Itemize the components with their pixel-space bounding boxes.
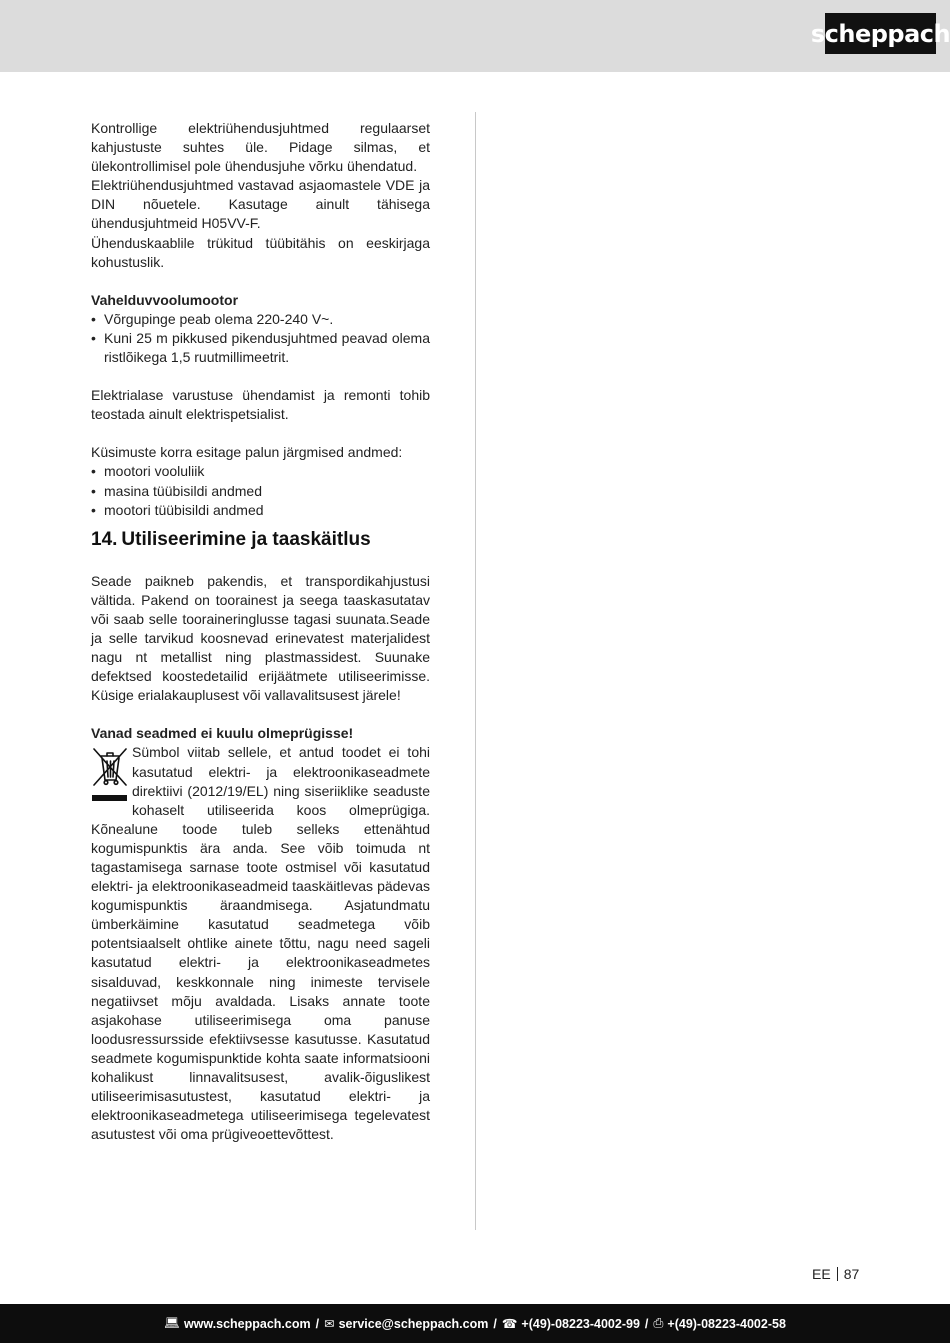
page-num: 87: [843, 1266, 860, 1282]
list-item: • mootori vooluliik: [91, 462, 430, 481]
footer-website[interactable]: www.scheppach.com: [183, 1316, 311, 1331]
data-list: [91, 462, 430, 519]
footer-bar: [0, 1304, 950, 1343]
brand-logo: [810, 13, 950, 54]
list-item: • Võrgupinge peab olema 220-240 V~.: [91, 310, 430, 329]
page-lang: EE: [812, 1266, 831, 1282]
mail-icon: ✉︎: [324, 1317, 335, 1331]
footer-separator: /: [315, 1316, 320, 1331]
footer-separator: /: [644, 1316, 649, 1331]
weee-block: [91, 743, 430, 1144]
paragraph: Kontrollige elektriühendusjuhtmed regulaarset kahjustuste suhtes üle. Pidage silmas, et ülekontrollimisel pole ühendusjuhe võrku ühendatud.: [91, 120, 430, 175]
footer-fax: +(49)-08223-4002-58: [667, 1316, 786, 1331]
fax-icon: ⎙: [653, 1316, 664, 1330]
section-title: [91, 527, 430, 553]
phone-icon: ☎︎: [501, 1317, 518, 1331]
footer-email[interactable]: service@scheppach.com: [338, 1316, 489, 1331]
crossed-bin-icon: [91, 745, 128, 803]
page-number-divider: [837, 1267, 838, 1281]
list-item: • mootori tüübisildi andmed: [91, 501, 430, 520]
list-item: • masina tüübisildi andmed: [91, 482, 430, 501]
section-title-text: Utiliseerimine ja taaskäitlus: [121, 528, 371, 550]
paragraph: Küsimuste korra esitage palun järgmised andmed:: [91, 444, 403, 461]
brand-name: scheppach: [810, 19, 950, 48]
footer-phone: +(49)-08223-4002-99: [521, 1316, 640, 1331]
paragraph: Elektrialase varustuse ühendamist ja remonti tohib teostada ainult elektrispetsialist.: [91, 387, 430, 423]
paragraph: Seade paikneb pakendis, et transpordikahjustusi vältida. Pakend on toorainest ja seega taaskasutatav või saab selle tooraineringlusse tagasi suunata.Seade ja selle tarvikud koosnevad erinevatest materjalidest nagu nt metallist ning plastmassidest. Suunake defektsed koostedetailid erijäätmete utiliseerimisse. Küsige erialakauplusest või vallavalitsusest järele!: [91, 572, 430, 704]
page-number: [812, 1265, 859, 1283]
motor-list: [91, 310, 430, 367]
header-band: [0, 0, 950, 72]
weee-heading: Vanad seadmed ei kuulu olmeprügisse!: [91, 725, 354, 742]
paragraph: Elektriühendusjuhtmed vastavad asjaomastele VDE ja DIN nõuetele. Kasutage ainult tähisega ühendusjuhtmeid H05VV-F.: [91, 177, 430, 232]
paragraph: Sümbol viitab sellele, et antud toodet ei tohi kasutatud elektri- ja elektroonikaseadmete direktiivi (2012/19/EL) ning siseriiklike seaduste kohaselt utiliseerida koos olmeprügiga. Kõnealune toode tuleb selleks ettenähtud kogumispunktis ära anda. See võib toimuda nt tagastamisega sarnase toote ostmisel või kasutatud elektri- ja elektroonikaseadmeid taaskäitlevas pädevas kogumispunktis äraandmisega. Asjatundmatu ümberkäimine kasutatud seadmetega võib potentsiaalselt ohtlike ainete tõttu, nagu need sageli kasutatud elektri- ja elektroonikaseadmetes sisalduvad, keskkonnale ning inimeste tervisele negatiivset mõju avaldada. Lisaks annate toote asjakohase utiliseerimisega oma panuse loodusressursside efektiivsesse kasutusse. Kasutatud seadmete kogumispunktide kohta saate informatsiooni kohalikust linnavalitsusest, avalik-õiguslikest utiliseerimisasutustest, kasutatud elektri- ja elektroonikaseadmetega utiliseerimisega tegelevatest asutustest või oma prügiveoettevõttest.: [91, 744, 430, 1143]
motor-heading: Vahelduvvoolumootor: [91, 291, 239, 308]
column-divider: [475, 112, 476, 1230]
list-item: • Kuni 25 m pikkused pikendusjuhtmed peavad olema ristlõikega 1,5 ruutmillimeetrit.: [91, 329, 430, 367]
section-number: 14.: [91, 528, 118, 550]
computer-icon: 💻︎: [164, 1316, 180, 1330]
footer-separator: /: [493, 1316, 497, 1331]
text-column: [91, 119, 430, 1144]
paragraph: Ühenduskaablile trükitud tüübitähis on eeskirjaga kohustuslik.: [91, 234, 430, 270]
